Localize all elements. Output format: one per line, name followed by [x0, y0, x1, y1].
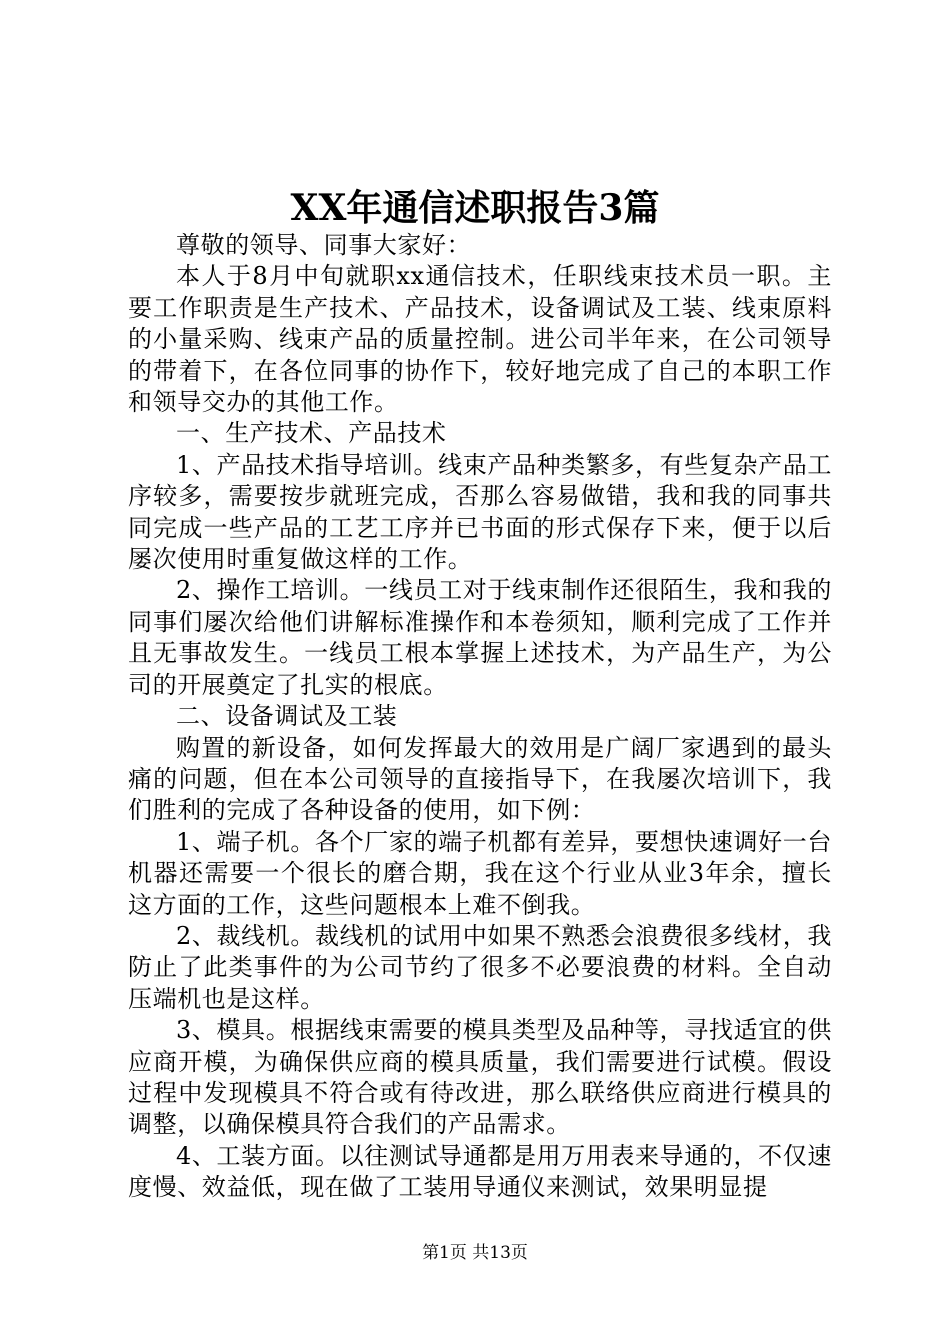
section-heading-1: 一、生产技术、产品技术 [176, 419, 447, 448]
page-footer: 第1页 共13页 [422, 1243, 528, 1263]
document-body [128, 230, 832, 1204]
section-heading-2: 二、设备调试及工装 [176, 702, 398, 731]
paragraph-item: 2、裁线机。裁线机的试用中如果不熟悉会浪费很多线材，我防止了此类事件的为公司节约了很多不必要浪费的材料。全自动压端机也是这样。 [128, 921, 832, 1013]
paragraph-item: 3、模具。根据线束需要的模具类型及品种等，寻找适宜的供应商开模，为确保供应商的模具质量，我们需要进行试模。假设过程中发现模具不符合或有待改进，那么联络供应商进行模具的调整，以确保模具符合我们的产品需求。 [128, 1016, 832, 1139]
paragraph-intro: 本人于8月中旬就职xx通信技术，任职线束技术员一职。主要工作职责是生产技术、产品技术，设备调试及工装、线束原料的小量采购、线束产品的质量控制。进公司半年来，在公司领导的带着下，在各位同事的协作下，较好地完成了自己的本职工作和领导交办的其他工作。 [128, 262, 832, 417]
paragraph-item: 1、产品技术指导培训。线束产品种类繁多，有些复杂产品工序较多，需要按步就班完成，否那么容易做错，我和我的同事共同完成一些产品的工艺工序并已书面的形式保存下来，便于以后屡次使用时重复做这样的工作。 [128, 450, 832, 574]
paragraph-item: 1、端子机。各个厂家的端子机都有差异，要想快速调好一台机器还需要一个很长的磨合期，我在这个行业从业3年余，擅长这方面的工作，这些问题根本上难不倒我。 [128, 827, 832, 919]
paragraph-section-intro: 购置的新设备，如何发挥最大的效用是广阔厂家遇到的最头痛的问题，但在本公司领导的直接指导下，在我屡次培训下，我们胜利的完成了各种设备的使用，如下例： [128, 733, 832, 825]
paragraph-greeting: 尊敬的领导、同事大家好： [176, 231, 472, 259]
paragraph-item: 4、工装方面。以往测试导通都是用万用表来导通的，不仅速度慢、效益低，现在做了工装用导通仪来测试，效果明显提 [128, 1141, 832, 1202]
document-title: XX年通信述职报告3篇 [290, 187, 660, 229]
paragraph-item: 2、操作工培训。一线员工对于线束制作还很陌生，我和我的同事们屡次给他们讲解标准操作和本卷须知，顺利完成了工作并且无事故发生。一线员工根本掌握上述技术，为产品生产，为公司的开展奠定了扎实的根底。 [128, 576, 832, 699]
